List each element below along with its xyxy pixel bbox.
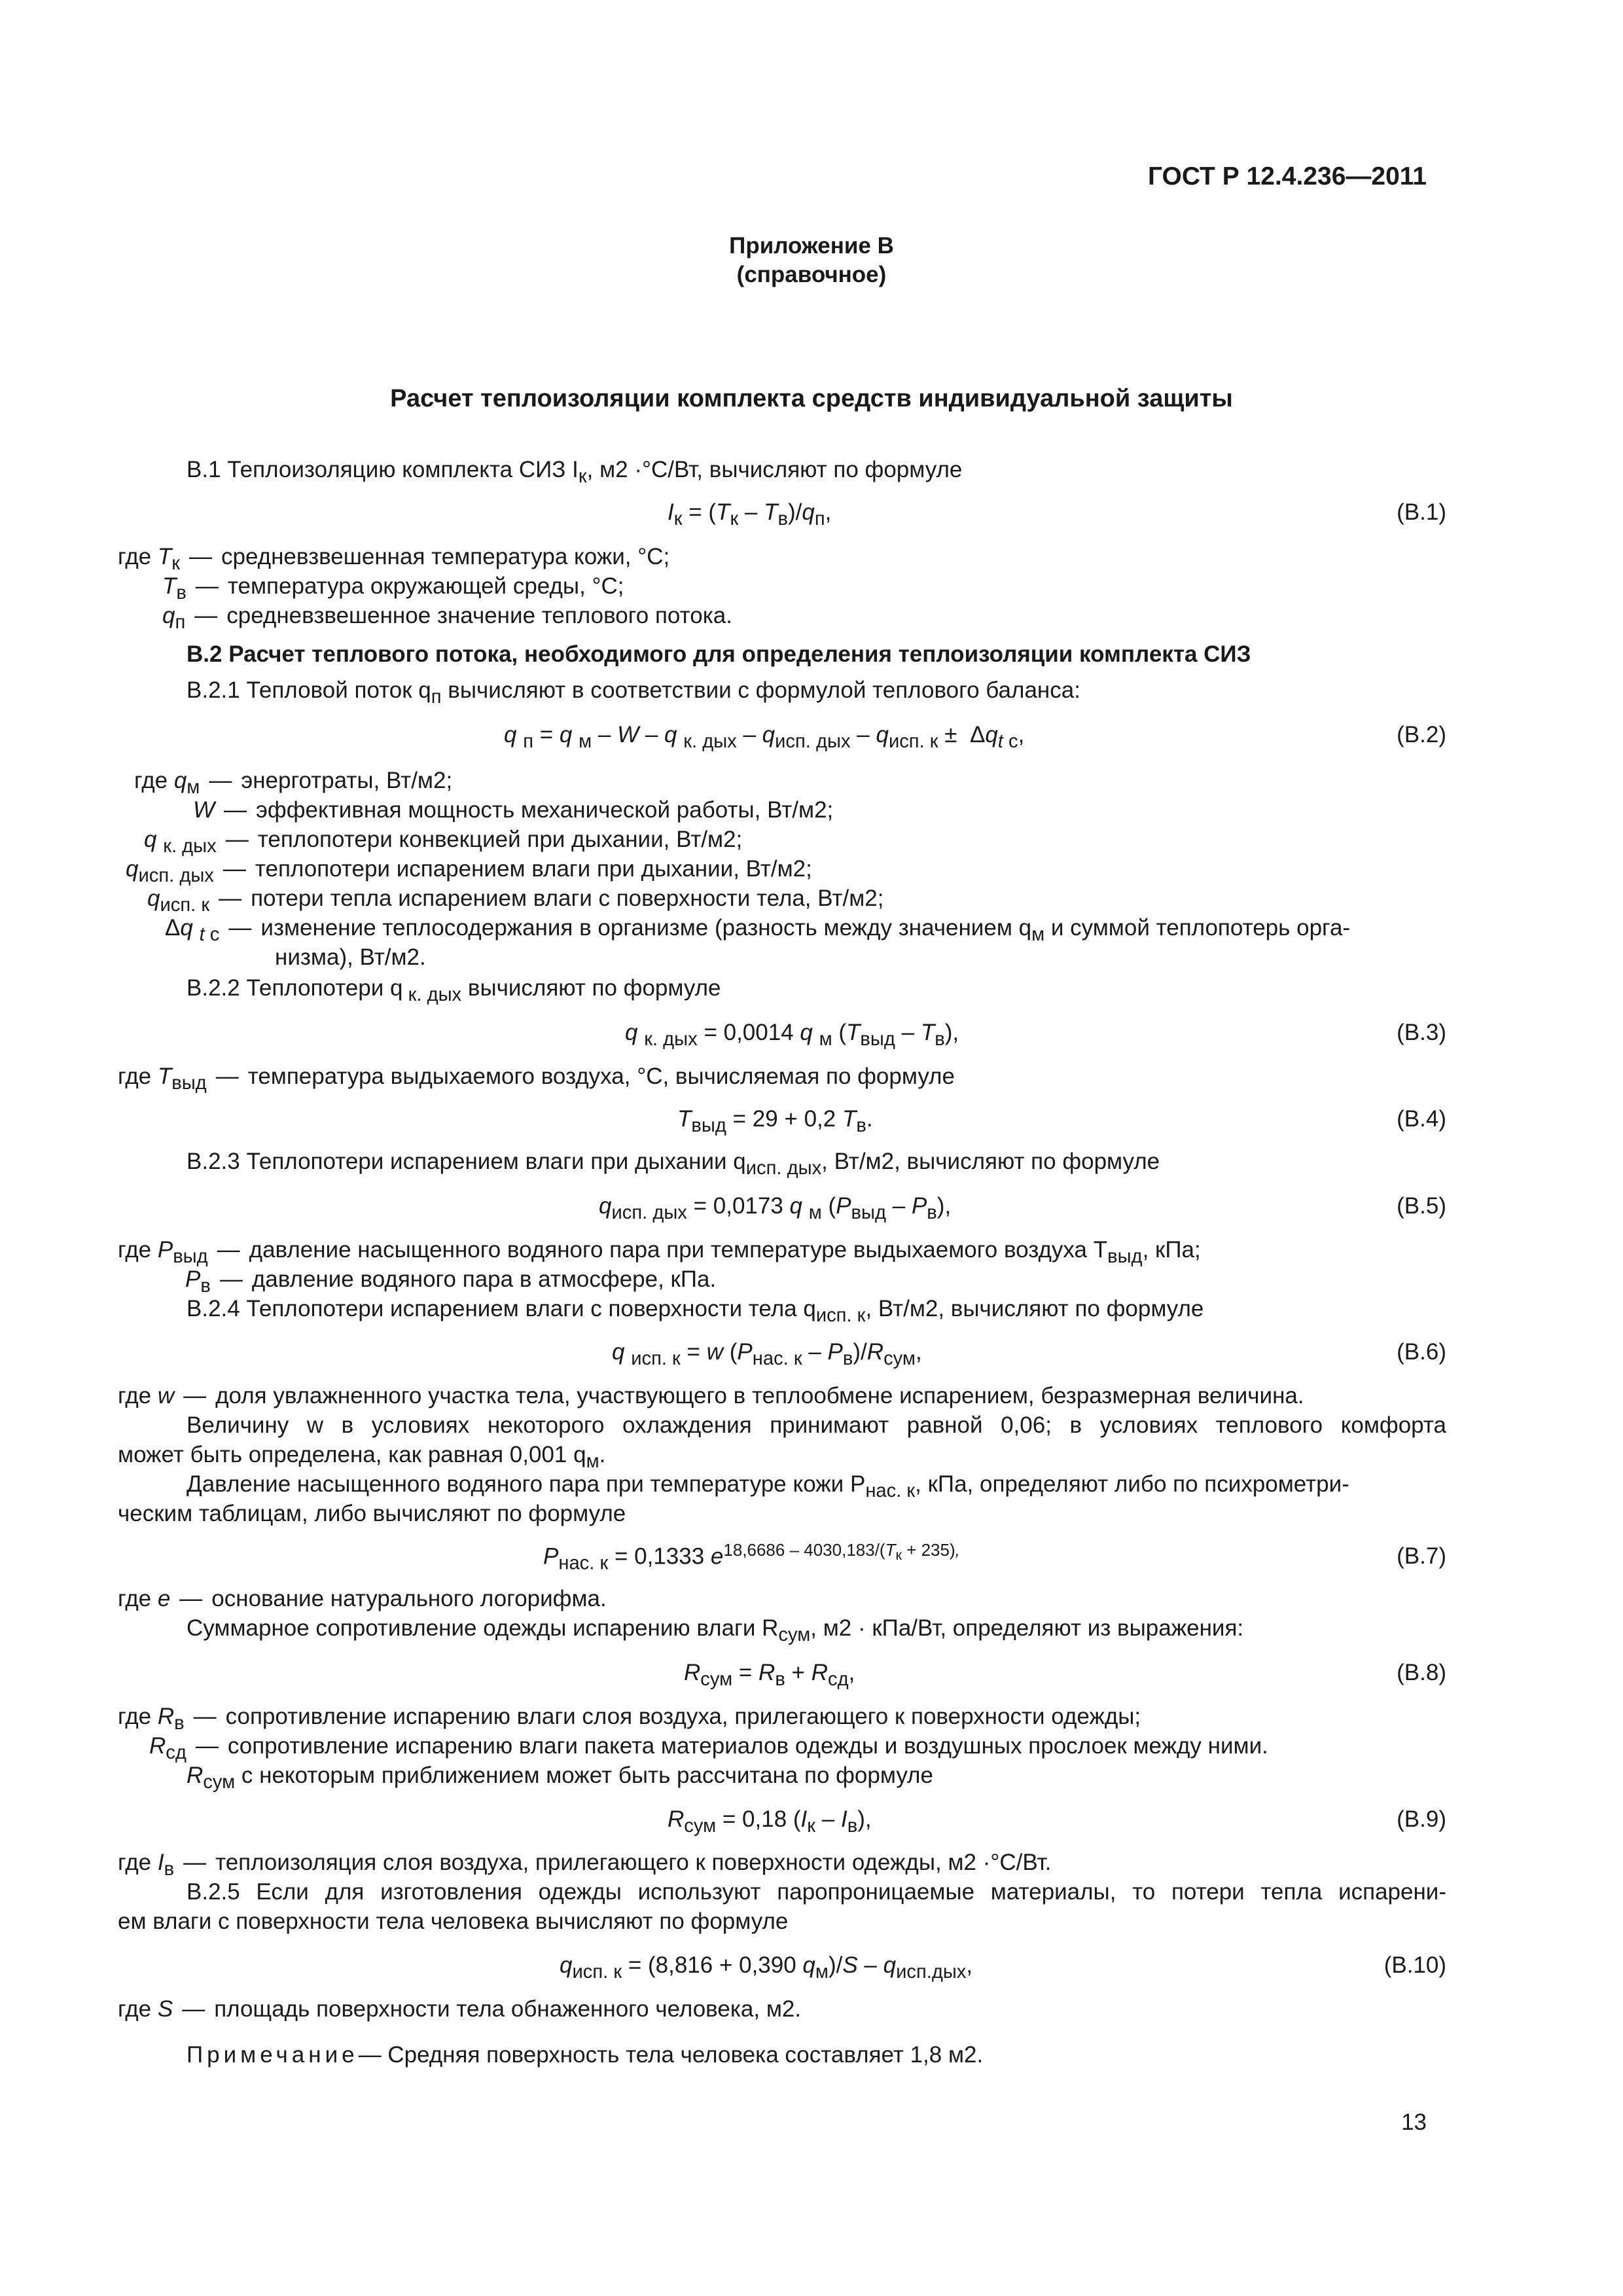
def-qisp-dyh: $q_{исп. дых}$ — теплопотери испарением влаги при дыхании, Вт/м2;	[126, 856, 812, 886]
eq-number-b1: (В.1)	[1397, 499, 1446, 525]
eq-number-b8: (В.8)	[1397, 1660, 1446, 1685]
b22-intro: В.2.2 Теплопотери q $_{к. дых}$ вычисляют по формуле	[187, 975, 721, 1005]
eq-number-b9: (В.9)	[1397, 1806, 1446, 1832]
def-tk: где $T_к$ — средневзвешенная температура кожи, °С;	[118, 544, 670, 574]
def-rv: где $R_в$ — сопротивление испарению влаги слоя воздуха, прилегающего к поверхности одежды;	[118, 1704, 1141, 1734]
def-qm: где $q_м$ — энерготраты, Вт/м2;	[134, 768, 453, 798]
b1-intro: В.1 Теплоизоляцию комплекта СИЗ $I_к$, м2 ·°С/Вт, вычисляют по формуле	[187, 457, 963, 487]
def-pvyd: где $P_{выд}$ — давление насыщенного водяного пара при температуре выдыхаемого воздуха $T_{выд}$, кПа;	[118, 1237, 1201, 1267]
def-e: где e — основание натурального логорифма.	[118, 1586, 607, 1611]
w-value-line2: может быть определена, как равная 0,001 $q_м$.	[118, 1442, 606, 1472]
note-text: — Средняя поверхность тела человека составляет 1,8 м2.	[358, 2042, 984, 2068]
def-s: где S — площадь поверхности тела обнаженного человека, м2.	[118, 1996, 802, 2022]
eq-number-b4: (В.4)	[1397, 1106, 1446, 1132]
eq-number-b2: (В.2)	[1397, 722, 1446, 747]
formula-b6: q $_{исп. к}$ = w $(P_{нас. к} - P_в)/R_{сум}$,	[612, 1339, 922, 1369]
appendix-title: Приложение В	[729, 233, 894, 259]
b2-title: В.2 Расчет теплового потока, необходимого для определения теплоизоляции комплекта СИЗ	[187, 641, 1251, 667]
eq-number-b7: (В.7)	[1397, 1543, 1446, 1569]
b21-intro: В.2.1 Тепловой поток $q_п$ вычисляют в соответствии с формулой теплового баланса:	[187, 677, 1080, 708]
formula-b1: $I_к = (T_к - T_в)/q_п$,	[668, 499, 832, 529]
def-iv: где $I_в$ — теплоизоляция слоя воздуха, прилегающего к поверхности одежды, м2 ·°С/Вт.	[118, 1850, 1052, 1880]
appendix-subtitle: (справочное)	[736, 262, 887, 287]
formula-b8: $R_{сум} = R_в + R_{сд}$,	[684, 1660, 855, 1690]
def-qp: $q_п$ — средневзвешенное значение теплового потока.	[162, 603, 732, 633]
w-value-line1: Величину w в условиях некоторого охлаждения принимают равной 0,06; в условиях теплового комфорта	[187, 1412, 1446, 1438]
def-qisp-k: $q_{исп. к}$ — потери тепла испарением влаги с поверхности тела, Вт/м2;	[147, 886, 884, 916]
formula-b2: q $_п$ = q $_м$ – W – q $_{к. дых} - q_{исп. дых} - q_{исп. к} \pm \Delta q_{t с}$,	[504, 722, 1025, 752]
b23-intro: В.2.3 Теплопотери испарением влаги при дыхании $q_{исп. дых}$, Вт/м2, вычисляют по формуле	[187, 1149, 1160, 1179]
formula-b3: q $_{к. дых}$ = 0,0014 q $_м$ $(T_{выд} - T_в)$,	[625, 1020, 959, 1050]
b25-line1: В.2.5 Если для изготовления одежды используют паропроницаемые материалы, то потери тепла испарени-	[187, 1879, 1446, 1905]
page-number: 13	[1401, 2109, 1427, 2135]
rsum-intro: Суммарное сопротивление одежды испарению влаги $R_{сум}$, м2 · кПа/Вт, определяют из выражения:	[187, 1615, 1244, 1645]
eq-number-b3: (В.3)	[1397, 1020, 1446, 1045]
def-tv: $T_в$ — температура окружающей среды, °С;	[162, 573, 624, 603]
formula-b10: $q_{исп. к} = (8,816 + 0,390$ $q_м)/S - q_{исп.дых}$,	[560, 1952, 973, 1982]
def-dqtc: Δq $_{t с}$ — изменение теплосодержания в организме (разность между значением $q_м$ и суммой теплопотерь орга-	[165, 915, 1351, 945]
rsum-approx: $R_{сум}$ с некоторым приближением может быть рассчитана по формуле	[187, 1763, 933, 1793]
b24-intro: В.2.4 Теплопотери испарением влаги с поверхности тела $q_{исп. к}$, Вт/м2, вычисляют по формуле	[187, 1296, 1204, 1326]
eq-number-b10: (В.10)	[1383, 1952, 1446, 1978]
formula-b5: $q_{исп. дых} = 0,0173$ q $_м$ $(P_{выд} - P_в)$,	[599, 1193, 952, 1223]
pnas-line2: ческим таблицам, либо вычисляют по формуле	[118, 1501, 626, 1526]
eq-number-b6: (В.6)	[1397, 1339, 1446, 1365]
def-rsd: $R_{сд}$ — сопротивление испарению влаги пакета материалов одежды и воздушных прослоек между ними.	[149, 1733, 1268, 1763]
note	[187, 2043, 983, 2066]
eq-number-b5: (В.5)	[1397, 1193, 1446, 1219]
def-tvyd: где $T_{выд}$ — температура выдыхаемого воздуха, °С, вычисляемая по формуле	[118, 1064, 955, 1094]
main-title: Расчет теплоизоляции комплекта средств индивидуальной защиты	[390, 385, 1233, 412]
formula-b9: $R_{сум} = 0,18$ $(I_к - I_в)$,	[668, 1806, 872, 1837]
def-w-mech: W — эффективная мощность механической работы, Вт/м2;	[193, 797, 834, 823]
def-dqtc-cont: низма), Вт/м2.	[275, 944, 426, 970]
def-pv: $P_в$ — давление водяного пара в атмосфере, кПа.	[185, 1266, 717, 1297]
note-label: Примечание	[187, 2042, 359, 2068]
formula-b7: $P_{нас. к} = 0,1333$ $e^{18,6686 - 4030,183/(T_к + 235),}$	[543, 1540, 960, 1574]
pnas-line1: Давление насыщенного водяного пара при температуре кожи $P_{нас. к}$, кПа, определяют либо по психрометри-	[187, 1471, 1349, 1501]
b25-line2: ем влаги с поверхности тела человека вычисляют по формуле	[118, 1909, 789, 1934]
def-qk-dyh: q $_{к. дых}$ — теплопотери конвекцией при дыхании, Вт/м2;	[144, 827, 743, 857]
formula-b4: $T_{выд} = 29 + 0,2$ $T_в$.	[677, 1106, 873, 1136]
def-w-wet: где w — доля увлажненного участка тела, участвующего в теплообмене испарением, безразмерная величина.	[118, 1383, 1304, 1408]
standard-id: ГОСТ Р 12.4.236—2011	[1147, 162, 1427, 190]
